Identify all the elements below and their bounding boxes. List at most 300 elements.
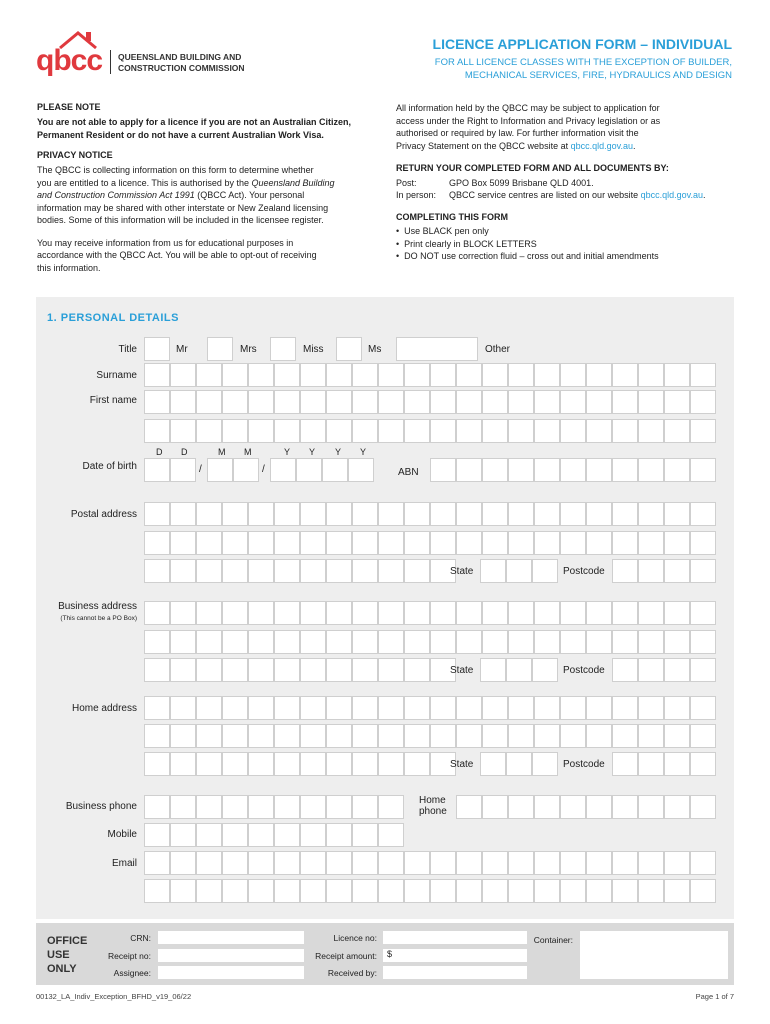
input-cell[interactable]	[508, 630, 534, 654]
input-cell[interactable]	[378, 879, 404, 903]
input-cell[interactable]	[300, 795, 326, 819]
input-cell[interactable]	[326, 696, 352, 720]
input-cell[interactable]	[560, 363, 586, 387]
input-cell[interactable]	[274, 559, 300, 583]
input-cell[interactable]	[326, 559, 352, 583]
input-cell[interactable]	[300, 724, 326, 748]
input-cell[interactable]	[508, 795, 534, 819]
input-cell[interactable]	[222, 658, 248, 682]
input-cell[interactable]	[482, 531, 508, 555]
input-cell[interactable]	[638, 752, 664, 776]
input-cell[interactable]	[482, 502, 508, 526]
input-cell[interactable]	[586, 458, 612, 482]
input-cell[interactable]	[508, 696, 534, 720]
input-cell[interactable]	[222, 879, 248, 903]
input-cell[interactable]	[378, 390, 404, 414]
input-cell[interactable]	[404, 601, 430, 625]
input-cell[interactable]	[690, 531, 716, 555]
input-cell[interactable]	[664, 658, 690, 682]
input-cell[interactable]	[300, 823, 326, 847]
input-cell[interactable]	[170, 696, 196, 720]
input-cell[interactable]	[508, 390, 534, 414]
input-cell[interactable]	[690, 630, 716, 654]
input-cell[interactable]	[404, 363, 430, 387]
email-grid[interactable]	[144, 879, 716, 903]
input-cell[interactable]	[352, 851, 378, 875]
input-cell[interactable]	[378, 658, 404, 682]
input-cell[interactable]	[534, 419, 560, 443]
input-cell[interactable]	[348, 458, 374, 482]
input-cell[interactable]	[378, 630, 404, 654]
input-cell[interactable]	[233, 458, 259, 482]
input-cell[interactable]	[560, 502, 586, 526]
input-cell[interactable]	[196, 531, 222, 555]
input-cell[interactable]	[612, 390, 638, 414]
input-cell[interactable]	[378, 795, 404, 819]
input-cell[interactable]	[378, 502, 404, 526]
input-cell[interactable]	[586, 601, 612, 625]
title-mrs-checkbox[interactable]	[207, 337, 233, 361]
input-cell[interactable]	[170, 363, 196, 387]
input-cell[interactable]	[430, 531, 456, 555]
input-cell[interactable]	[326, 601, 352, 625]
input-cell[interactable]	[690, 724, 716, 748]
input-cell[interactable]	[560, 851, 586, 875]
input-cell[interactable]	[586, 851, 612, 875]
input-cell[interactable]	[300, 559, 326, 583]
input-cell[interactable]	[144, 823, 170, 847]
input-cell[interactable]	[664, 795, 690, 819]
input-cell[interactable]	[196, 390, 222, 414]
input-cell[interactable]	[322, 458, 348, 482]
input-cell[interactable]	[690, 752, 716, 776]
input-cell[interactable]	[560, 531, 586, 555]
input-cell[interactable]	[300, 531, 326, 555]
postcode-input-grid[interactable]	[612, 752, 716, 776]
input-cell[interactable]	[430, 696, 456, 720]
input-cell[interactable]	[586, 531, 612, 555]
input-cell[interactable]	[638, 601, 664, 625]
input-cell[interactable]	[534, 390, 560, 414]
input-cell[interactable]	[274, 658, 300, 682]
input-cell[interactable]	[274, 696, 300, 720]
dob-month-grid[interactable]	[207, 458, 259, 482]
input-cell[interactable]	[144, 696, 170, 720]
input-cell[interactable]	[430, 502, 456, 526]
input-cell[interactable]	[326, 795, 352, 819]
state-input-grid[interactable]	[480, 559, 558, 583]
input-cell[interactable]	[404, 630, 430, 654]
input-cell[interactable]	[326, 502, 352, 526]
input-cell[interactable]	[664, 419, 690, 443]
home-address-grid[interactable]	[144, 724, 716, 748]
input-cell[interactable]	[586, 419, 612, 443]
input-cell[interactable]	[196, 823, 222, 847]
input-cell[interactable]	[352, 502, 378, 526]
licence-no-field[interactable]	[383, 931, 527, 944]
input-cell[interactable]	[534, 696, 560, 720]
input-cell[interactable]	[248, 696, 274, 720]
input-cell[interactable]	[248, 724, 274, 748]
input-cell[interactable]	[404, 724, 430, 748]
input-cell[interactable]	[690, 363, 716, 387]
input-cell[interactable]	[586, 696, 612, 720]
input-cell[interactable]	[664, 363, 690, 387]
input-cell[interactable]	[170, 390, 196, 414]
input-cell[interactable]	[222, 531, 248, 555]
input-cell[interactable]	[274, 823, 300, 847]
title-miss-checkbox[interactable]	[270, 337, 296, 361]
input-cell[interactable]	[248, 559, 274, 583]
input-cell[interactable]	[508, 851, 534, 875]
input-cell[interactable]	[612, 696, 638, 720]
input-cell[interactable]	[690, 390, 716, 414]
input-cell[interactable]	[300, 851, 326, 875]
input-cell[interactable]	[690, 879, 716, 903]
input-cell[interactable]	[430, 851, 456, 875]
input-cell[interactable]	[456, 531, 482, 555]
home-phone-grid[interactable]	[456, 795, 716, 819]
input-cell[interactable]	[378, 363, 404, 387]
input-cell[interactable]	[352, 658, 378, 682]
input-cell[interactable]	[196, 419, 222, 443]
input-cell[interactable]	[638, 419, 664, 443]
dob-year-grid[interactable]	[270, 458, 374, 482]
input-cell[interactable]	[690, 419, 716, 443]
input-cell[interactable]	[456, 724, 482, 748]
input-cell[interactable]	[532, 559, 558, 583]
input-cell[interactable]	[144, 724, 170, 748]
input-cell[interactable]	[300, 601, 326, 625]
input-cell[interactable]	[508, 458, 534, 482]
input-cell[interactable]	[404, 559, 430, 583]
input-cell[interactable]	[612, 458, 638, 482]
input-cell[interactable]	[144, 752, 170, 776]
input-cell[interactable]	[664, 851, 690, 875]
input-cell[interactable]	[196, 851, 222, 875]
input-cell[interactable]	[378, 559, 404, 583]
receipt-amount-field[interactable]: $	[383, 949, 527, 962]
input-cell[interactable]	[664, 502, 690, 526]
input-cell[interactable]	[612, 724, 638, 748]
business-phone-grid[interactable]	[144, 795, 404, 819]
input-cell[interactable]	[690, 658, 716, 682]
input-cell[interactable]	[196, 658, 222, 682]
input-cell[interactable]	[207, 458, 233, 482]
input-cell[interactable]	[274, 390, 300, 414]
input-cell[interactable]	[300, 658, 326, 682]
input-cell[interactable]	[508, 531, 534, 555]
input-cell[interactable]	[196, 502, 222, 526]
input-cell[interactable]	[222, 795, 248, 819]
input-cell[interactable]	[482, 851, 508, 875]
input-cell[interactable]	[586, 363, 612, 387]
input-cell[interactable]	[690, 502, 716, 526]
input-cell[interactable]	[274, 531, 300, 555]
input-cell[interactable]	[456, 458, 482, 482]
input-cell[interactable]	[378, 696, 404, 720]
input-cell[interactable]	[170, 559, 196, 583]
input-cell[interactable]	[144, 630, 170, 654]
input-cell[interactable]	[144, 502, 170, 526]
input-cell[interactable]	[170, 851, 196, 875]
input-cell[interactable]	[144, 531, 170, 555]
input-cell[interactable]	[144, 658, 170, 682]
input-cell[interactable]	[534, 363, 560, 387]
input-cell[interactable]	[248, 851, 274, 875]
input-cell[interactable]	[534, 879, 560, 903]
input-cell[interactable]	[404, 879, 430, 903]
input-cell[interactable]	[534, 795, 560, 819]
input-cell[interactable]	[248, 630, 274, 654]
input-cell[interactable]	[274, 851, 300, 875]
input-cell[interactable]	[170, 724, 196, 748]
postcode-input-grid[interactable]	[612, 559, 716, 583]
input-cell[interactable]	[378, 752, 404, 776]
receipt-no-field[interactable]	[158, 949, 304, 962]
state-input-grid[interactable]	[480, 752, 558, 776]
input-cell[interactable]	[560, 879, 586, 903]
first-name-input-grid[interactable]	[144, 419, 716, 443]
input-cell[interactable]	[612, 658, 638, 682]
input-cell[interactable]	[144, 851, 170, 875]
input-cell[interactable]	[352, 795, 378, 819]
input-cell[interactable]	[560, 696, 586, 720]
input-cell[interactable]	[170, 823, 196, 847]
input-cell[interactable]	[274, 601, 300, 625]
input-cell[interactable]	[456, 363, 482, 387]
input-cell[interactable]	[506, 658, 532, 682]
input-cell[interactable]	[352, 724, 378, 748]
input-cell[interactable]	[586, 390, 612, 414]
input-cell[interactable]	[612, 601, 638, 625]
input-cell[interactable]	[352, 879, 378, 903]
input-cell[interactable]	[456, 630, 482, 654]
input-cell[interactable]	[222, 630, 248, 654]
input-cell[interactable]	[144, 601, 170, 625]
input-cell[interactable]	[506, 752, 532, 776]
input-cell[interactable]	[300, 630, 326, 654]
input-cell[interactable]	[690, 795, 716, 819]
input-cell[interactable]	[144, 390, 170, 414]
input-cell[interactable]	[534, 531, 560, 555]
input-cell[interactable]	[638, 696, 664, 720]
input-cell[interactable]	[326, 531, 352, 555]
input-cell[interactable]	[664, 696, 690, 720]
input-cell[interactable]	[482, 696, 508, 720]
input-cell[interactable]	[378, 724, 404, 748]
input-cell[interactable]	[196, 630, 222, 654]
input-cell[interactable]	[430, 458, 456, 482]
input-cell[interactable]	[144, 419, 170, 443]
input-cell[interactable]	[404, 658, 430, 682]
input-cell[interactable]	[532, 752, 558, 776]
input-cell[interactable]	[586, 724, 612, 748]
business-address-grid[interactable]	[144, 601, 716, 625]
input-cell[interactable]	[326, 419, 352, 443]
input-cell[interactable]	[456, 390, 482, 414]
input-cell[interactable]	[352, 390, 378, 414]
surname-input-grid[interactable]	[144, 363, 716, 387]
input-cell[interactable]	[586, 795, 612, 819]
input-cell[interactable]	[404, 390, 430, 414]
first-name-input-grid[interactable]	[144, 390, 716, 414]
input-cell[interactable]	[300, 502, 326, 526]
container-field[interactable]	[580, 931, 728, 979]
input-cell[interactable]	[352, 601, 378, 625]
postal-address-grid[interactable]	[144, 502, 716, 526]
input-cell[interactable]	[170, 502, 196, 526]
input-cell[interactable]	[170, 419, 196, 443]
input-cell[interactable]	[144, 458, 170, 482]
input-cell[interactable]	[482, 363, 508, 387]
input-cell[interactable]	[248, 390, 274, 414]
input-cell[interactable]	[274, 630, 300, 654]
input-cell[interactable]	[482, 724, 508, 748]
input-cell[interactable]	[274, 363, 300, 387]
input-cell[interactable]	[144, 795, 170, 819]
input-cell[interactable]	[612, 363, 638, 387]
input-cell[interactable]	[274, 502, 300, 526]
input-cell[interactable]	[560, 630, 586, 654]
input-cell[interactable]	[430, 630, 456, 654]
input-cell[interactable]	[378, 419, 404, 443]
input-cell[interactable]	[222, 752, 248, 776]
input-cell[interactable]	[378, 851, 404, 875]
input-cell[interactable]	[534, 458, 560, 482]
input-cell[interactable]	[612, 502, 638, 526]
input-cell[interactable]	[586, 502, 612, 526]
input-cell[interactable]	[612, 559, 638, 583]
input-cell[interactable]	[612, 879, 638, 903]
input-cell[interactable]	[300, 752, 326, 776]
input-cell[interactable]	[352, 696, 378, 720]
home-address-grid[interactable]	[144, 696, 716, 720]
input-cell[interactable]	[482, 630, 508, 654]
input-cell[interactable]	[560, 390, 586, 414]
input-cell[interactable]	[196, 795, 222, 819]
input-cell[interactable]	[404, 531, 430, 555]
input-cell[interactable]	[586, 879, 612, 903]
input-cell[interactable]	[560, 724, 586, 748]
postal-address-grid[interactable]	[144, 559, 456, 583]
input-cell[interactable]	[456, 696, 482, 720]
input-cell[interactable]	[248, 419, 274, 443]
input-cell[interactable]	[404, 851, 430, 875]
input-cell[interactable]	[430, 363, 456, 387]
email-grid[interactable]	[144, 851, 716, 875]
input-cell[interactable]	[248, 752, 274, 776]
input-cell[interactable]	[508, 502, 534, 526]
input-cell[interactable]	[170, 795, 196, 819]
website-link[interactable]: qbcc.qld.gov.au	[640, 190, 703, 200]
input-cell[interactable]	[274, 752, 300, 776]
input-cell[interactable]	[326, 879, 352, 903]
input-cell[interactable]	[404, 502, 430, 526]
input-cell[interactable]	[248, 363, 274, 387]
input-cell[interactable]	[638, 851, 664, 875]
input-cell[interactable]	[480, 559, 506, 583]
input-cell[interactable]	[456, 879, 482, 903]
input-cell[interactable]	[326, 752, 352, 776]
input-cell[interactable]	[196, 363, 222, 387]
input-cell[interactable]	[196, 601, 222, 625]
input-cell[interactable]	[532, 658, 558, 682]
input-cell[interactable]	[560, 795, 586, 819]
input-cell[interactable]	[664, 752, 690, 776]
input-cell[interactable]	[222, 559, 248, 583]
input-cell[interactable]	[430, 419, 456, 443]
input-cell[interactable]	[638, 363, 664, 387]
input-cell[interactable]	[690, 601, 716, 625]
input-cell[interactable]	[170, 630, 196, 654]
input-cell[interactable]	[222, 601, 248, 625]
input-cell[interactable]	[326, 390, 352, 414]
input-cell[interactable]	[144, 879, 170, 903]
input-cell[interactable]	[170, 458, 196, 482]
input-cell[interactable]	[508, 601, 534, 625]
input-cell[interactable]	[534, 601, 560, 625]
input-cell[interactable]	[664, 630, 690, 654]
input-cell[interactable]	[248, 879, 274, 903]
input-cell[interactable]	[404, 752, 430, 776]
input-cell[interactable]	[222, 419, 248, 443]
input-cell[interactable]	[430, 879, 456, 903]
input-cell[interactable]	[612, 851, 638, 875]
input-cell[interactable]	[690, 559, 716, 583]
input-cell[interactable]	[456, 601, 482, 625]
input-cell[interactable]	[196, 879, 222, 903]
input-cell[interactable]	[404, 419, 430, 443]
input-cell[interactable]	[638, 502, 664, 526]
input-cell[interactable]	[612, 752, 638, 776]
input-cell[interactable]	[326, 658, 352, 682]
input-cell[interactable]	[352, 419, 378, 443]
input-cell[interactable]	[378, 823, 404, 847]
title-mr-checkbox[interactable]	[144, 337, 170, 361]
input-cell[interactable]	[222, 851, 248, 875]
input-cell[interactable]	[270, 458, 296, 482]
input-cell[interactable]	[638, 531, 664, 555]
input-cell[interactable]	[482, 419, 508, 443]
input-cell[interactable]	[612, 531, 638, 555]
input-cell[interactable]	[196, 752, 222, 776]
input-cell[interactable]	[638, 630, 664, 654]
input-cell[interactable]	[508, 363, 534, 387]
input-cell[interactable]	[506, 559, 532, 583]
input-cell[interactable]	[456, 502, 482, 526]
input-cell[interactable]	[274, 795, 300, 819]
input-cell[interactable]	[664, 724, 690, 748]
input-cell[interactable]	[482, 458, 508, 482]
input-cell[interactable]	[378, 601, 404, 625]
input-cell[interactable]	[534, 502, 560, 526]
input-cell[interactable]	[222, 363, 248, 387]
input-cell[interactable]	[196, 559, 222, 583]
input-cell[interactable]	[480, 752, 506, 776]
input-cell[interactable]	[170, 658, 196, 682]
input-cell[interactable]	[222, 390, 248, 414]
input-cell[interactable]	[690, 696, 716, 720]
input-cell[interactable]	[196, 696, 222, 720]
received-by-field[interactable]	[383, 966, 527, 979]
input-cell[interactable]	[664, 458, 690, 482]
mobile-grid[interactable]	[144, 823, 404, 847]
input-cell[interactable]	[482, 795, 508, 819]
input-cell[interactable]	[378, 531, 404, 555]
input-cell[interactable]	[326, 823, 352, 847]
input-cell[interactable]	[170, 752, 196, 776]
